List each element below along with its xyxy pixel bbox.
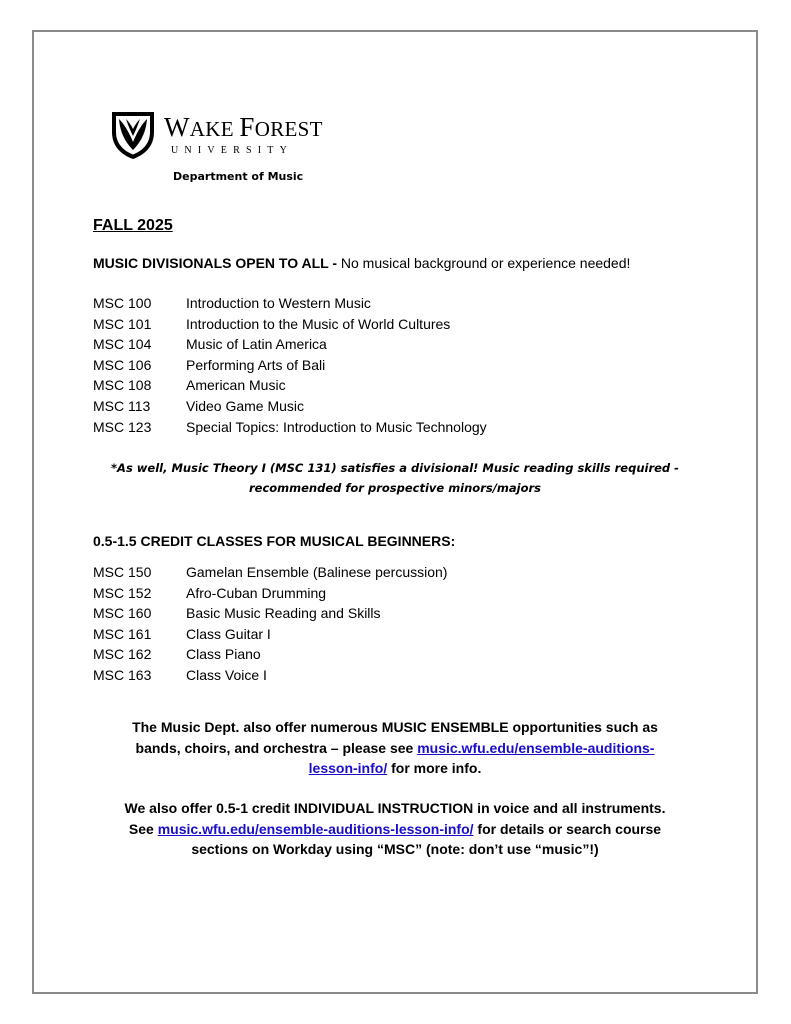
course-title: Special Topics: Introduction to Music Technology <box>186 418 487 435</box>
divisionals-heading-rest: No musical background or experience needed! <box>336 255 631 271</box>
course-title: Performing Arts of Bali <box>186 356 326 373</box>
course-title: Class Voice I <box>186 666 267 683</box>
course-title: Music of Latin America <box>186 336 327 353</box>
course-item <box>93 355 487 376</box>
lesson-info-link[interactable]: music.wfu.edu/ensemble-auditions-lesson-info/ <box>157 820 474 837</box>
course-code: MSC 150 <box>93 564 152 580</box>
course-code: MSC 104 <box>93 336 152 353</box>
course-code: MSC 162 <box>93 646 152 663</box>
ensemble-auditions-link-continued[interactable]: lesson-info/ <box>308 760 388 776</box>
course-code: MSC 161 <box>93 625 152 642</box>
divisionals-heading-bold: MUSIC DIVISIONALS OPEN TO ALL - <box>93 255 337 271</box>
shield-crest-icon <box>109 110 157 160</box>
department-name: Department of Music <box>173 170 304 183</box>
ensemble-auditions-link[interactable]: music.wfu.edu/ensemble-auditions- <box>417 739 655 756</box>
course-code: MSC 163 <box>93 666 152 683</box>
ensemble-line-2: bands, choirs, and orchestra – please see music.wfu.edu/ensemble-auditions- <box>135 739 655 756</box>
course-item <box>93 314 487 335</box>
logo-subtitle: UNIVERSITY <box>171 145 293 156</box>
course-title: American Music <box>186 377 286 394</box>
course-title: Video Game Music <box>186 397 305 414</box>
instruction-line-2: See music.wfu.edu/ensemble-auditions-lesson-info/ for details or search course <box>128 820 662 837</box>
course-item <box>93 562 447 583</box>
course-code: MSC 100 <box>93 295 152 311</box>
course-code: MSC 106 <box>93 356 152 373</box>
logo-wordmark: WAKE FOREST <box>164 112 323 142</box>
note-line-2: recommended for prospective minors/majors <box>248 481 542 495</box>
term-title: FALL 2025 <box>93 217 173 234</box>
course-item <box>93 603 447 624</box>
course-item <box>93 396 487 417</box>
course-item <box>93 624 447 645</box>
course-item <box>93 417 487 438</box>
course-title: Introduction to the Music of World Cultures <box>186 315 451 332</box>
ensemble-line-3: lesson-info/ for more info. <box>308 760 482 776</box>
course-title: Introduction to Western Music <box>186 295 371 311</box>
beginners-course-list <box>93 562 447 686</box>
course-item <box>93 644 447 665</box>
note-line-1: *As well, Music Theory I (MSC 131) satisfies a divisional! Music reading skills required - <box>111 461 679 475</box>
music-theory-note <box>95 458 695 498</box>
instruction-line-1: We also offer 0.5-1 credit INDIVIDUAL INSTRUCTION in voice and all instruments. <box>124 800 666 816</box>
course-code: MSC 108 <box>93 377 152 394</box>
beginners-heading: 0.5-1.5 CREDIT CLASSES FOR MUSICAL BEGINNERS: <box>93 533 456 549</box>
course-code: MSC 160 <box>93 605 152 622</box>
course-title: Gamelan Ensemble (Balinese percussion) <box>186 564 448 580</box>
course-title: Basic Music Reading and Skills <box>186 605 381 622</box>
instruction-paragraph <box>80 798 710 860</box>
instruction-line-3: sections on Workday using “MSC” (note: don’t use “music”!) <box>191 841 599 857</box>
course-code: MSC 123 <box>93 418 152 435</box>
university-logo <box>109 110 349 160</box>
ensemble-paragraph <box>80 717 710 779</box>
course-title: Class Guitar I <box>186 625 271 642</box>
divisionals-heading <box>93 255 630 271</box>
course-item <box>93 334 487 355</box>
course-code: MSC 152 <box>93 584 152 601</box>
course-code: MSC 113 <box>93 397 151 414</box>
course-item <box>93 375 487 396</box>
course-item <box>93 583 447 604</box>
divisionals-course-list <box>93 293 487 437</box>
course-code: MSC 101 <box>93 315 152 332</box>
course-title: Afro-Cuban Drumming <box>186 584 327 601</box>
ensemble-line-1: The Music Dept. also offer numerous MUSIC ENSEMBLE opportunities such as <box>132 719 658 735</box>
course-item <box>93 665 447 686</box>
course-item <box>93 293 487 314</box>
course-title: Class Piano <box>186 646 261 663</box>
